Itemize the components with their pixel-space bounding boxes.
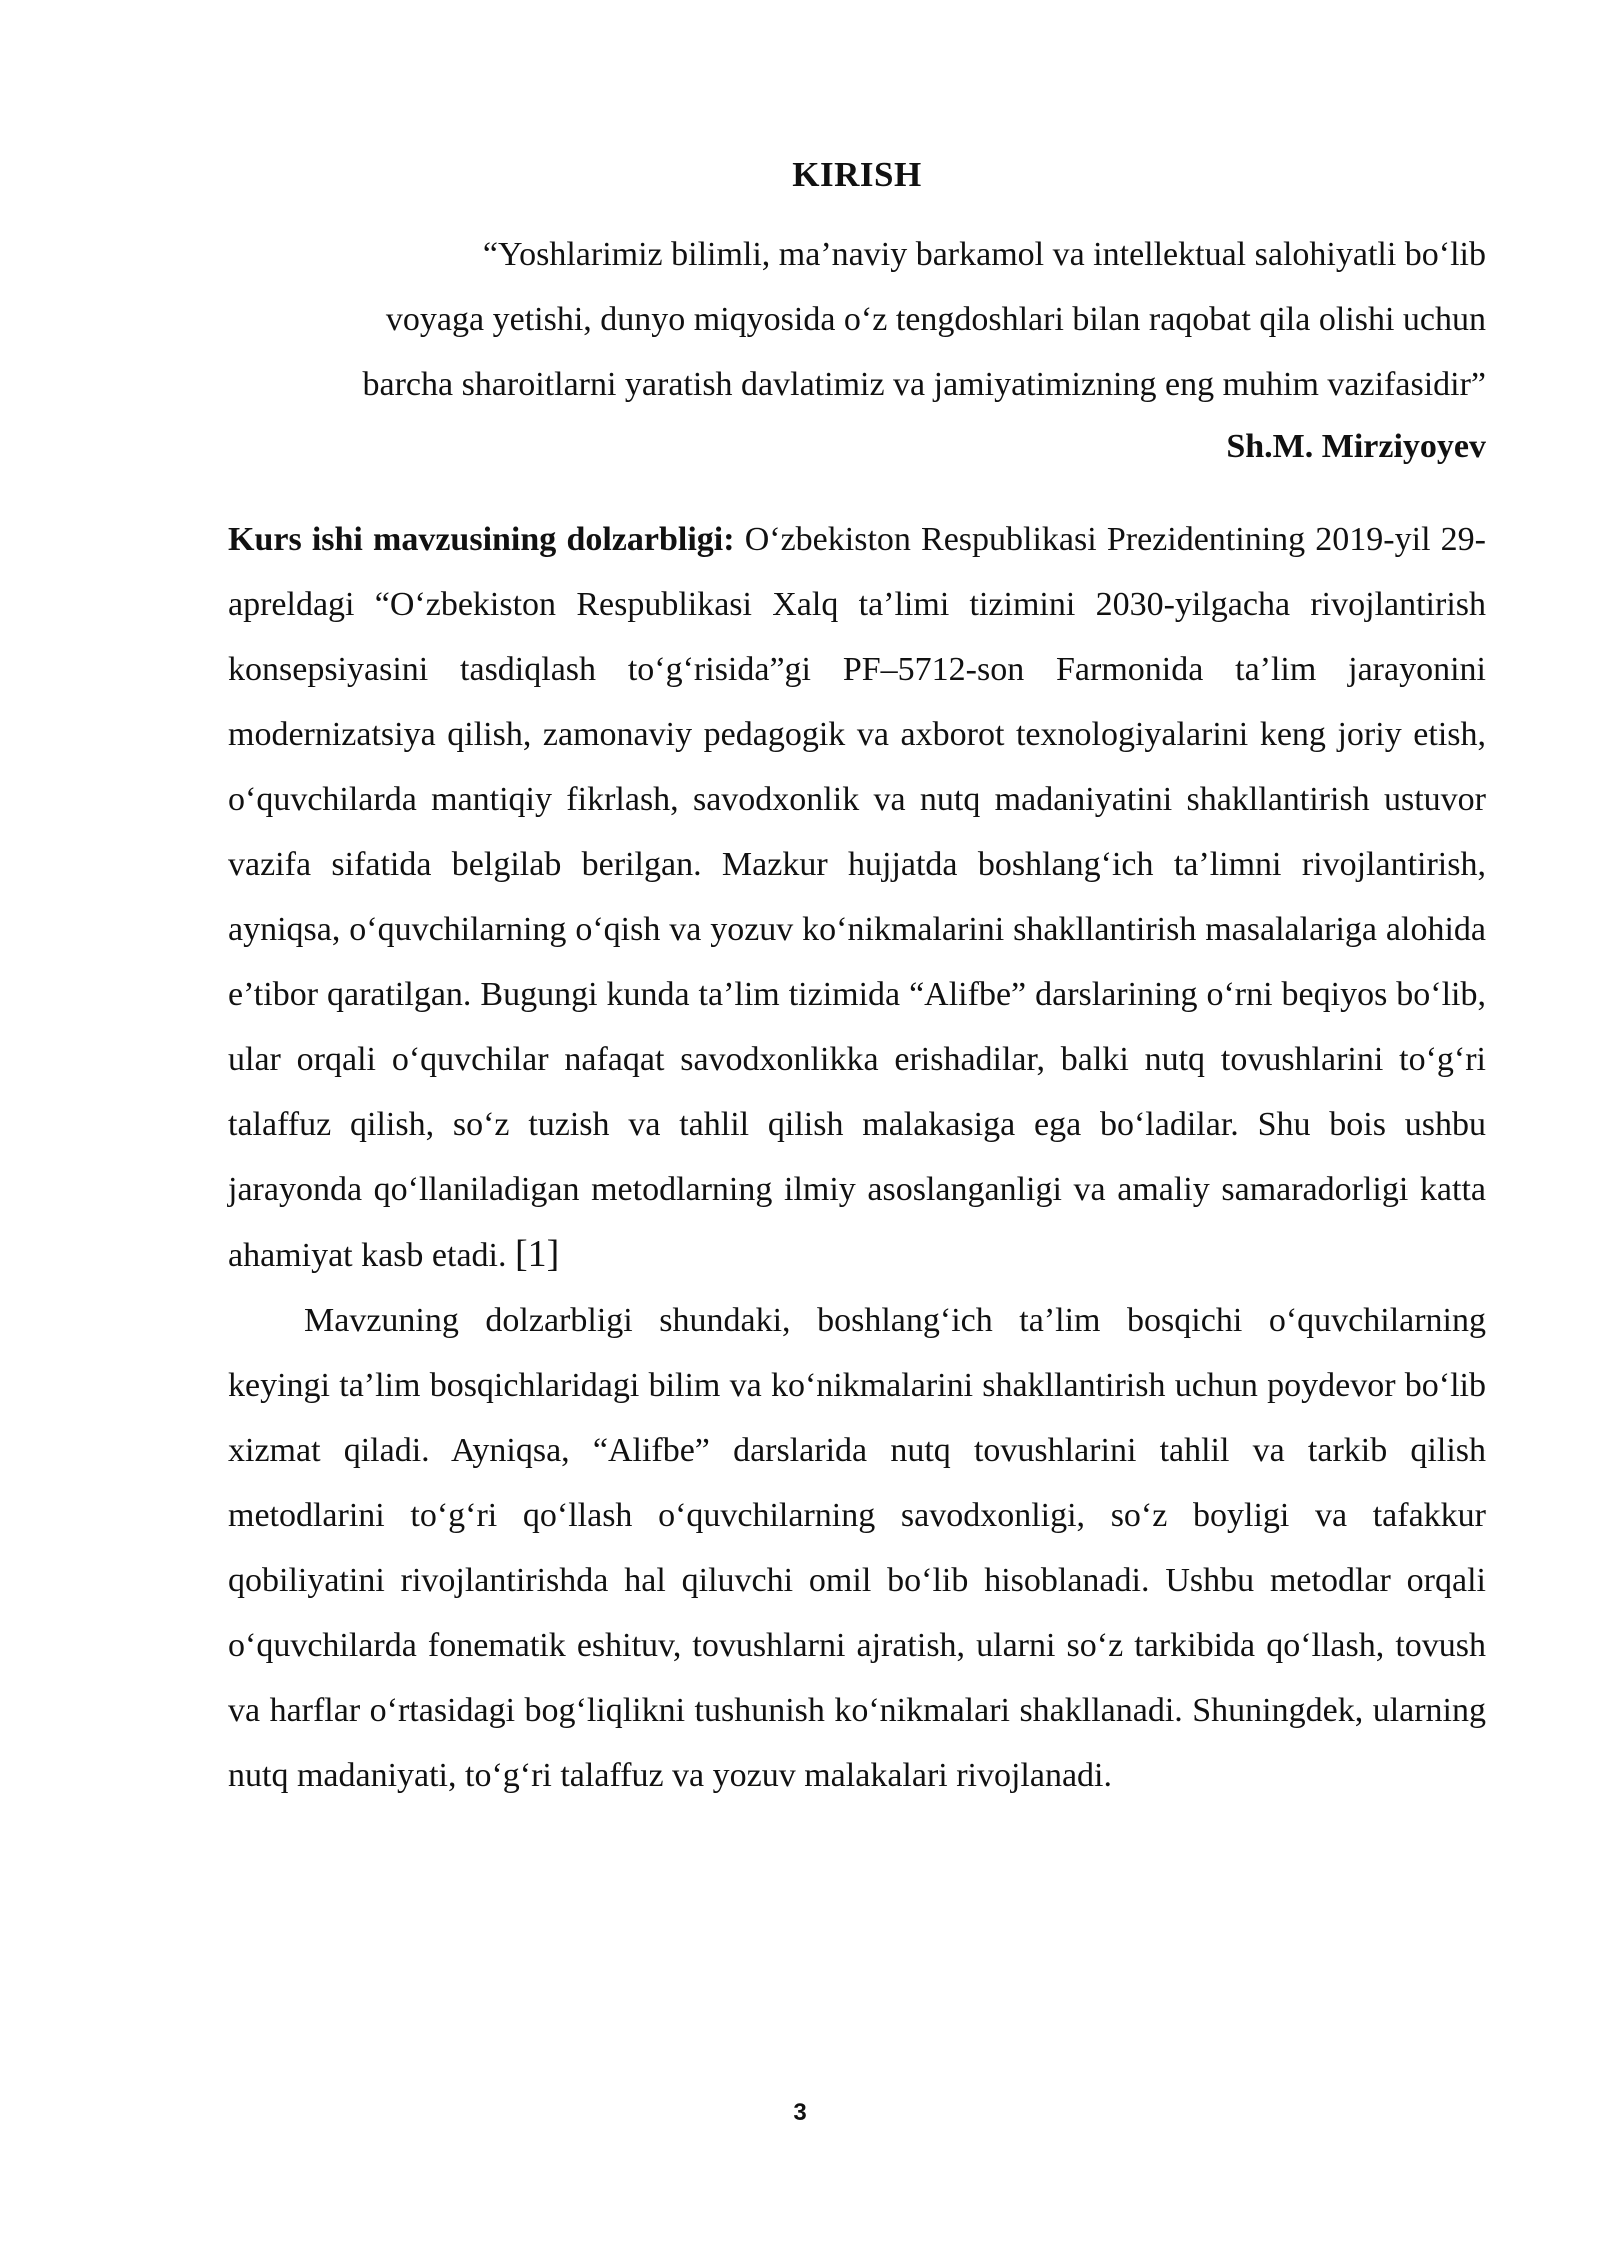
- epigraph-line: barcha sharoitlarni yaratish davlatimiz va jamiyatimizning eng muhim vazifasidir”: [362, 366, 1486, 403]
- paragraph-lead: Kurs ishi mavzusining dolzarbligi:: [228, 521, 735, 558]
- paragraph-topic-relevance: Mavzuning dolzarbligi shundaki, boshlang‘ich ta’lim bosqichi o‘quvchilarning keyingi ta’lim bosqichlaridagi bilim va ko‘nikmalarini shakllantirish uchun poydevor bo‘lib xizmat qiladi. Ayniqsa, “Alifbe” darslarida nutq tovushlarini tahlil va tarkib qilish metodlarini to‘g‘ri qo‘llash o‘quvchilarning savodxonligi, so‘z boyligi va tafakkur qobiliyatini rivojlantirishda hal qiluvchi omil bo‘lib hisoblanadi. Ushbu metodlar orqali o‘quvchilarda fonematik eshituv, tovushlarni ajratish, ularni so‘z tarkibida qo‘llash, tovush va harflar o‘rtasidagi bog‘liqlikni tushunish ko‘nikmalari shakllanadi. Shuningdek, ularning nutq madaniyati, to‘g‘ri talaffuz va yozuv malakalari rivojlanadi.: [228, 1302, 1486, 1794]
- document-page: [228, 150, 1486, 1808]
- epigraph: [228, 222, 1486, 477]
- paragraph-text: O‘zbekiston Respublikasi Prezidentining 2019-yil 29-apreldagi “O‘zbekiston Respublikasi Xalq ta’limi tizimini 2030-yilgacha rivojlantirish konsepsiyasini tasdiqlash to‘g‘risida”gi PF–5712-son Farmonida ta’lim jarayonini modernizatsiya qilish, zamonaviy pedagogik va axborot texnologiyalarini keng joriy etish, o‘quvchilarda mantiqiy fikrlash, savodxonlik va nutq madaniyatini shakllantirish ustuvor vazifa sifatida belgilab berilgan. Mazkur hujjatda boshlang‘ich ta’limni rivojlantirish, ayniqsa, o‘quvchilarning o‘qish va yozuv ko‘nikmalarini shakllantirish masalalariga alohida e’tibor qaratilgan. Bugungi kunda ta’lim tizimida “Alifbe” darslarining o‘rni beqiyos bo‘lib, ular orqali o‘quvchilar nafaqat savodxonlikka erishadilar, balki nutq tovushlarini to‘g‘ri talaffuz qilish, so‘z tuzish va tahlil qilish malakasiga ega bo‘ladilar. Shu bois ushbu jarayonda qo‘llaniladigan metodlarning ilmiy asoslanganligi va amaliy samaradorligi katta ahamiyat kasb etadi.: [228, 521, 1486, 1274]
- paragraph-relevance: [228, 507, 1486, 1288]
- epigraph-line: “Yoshlarimiz bilimli, ma’naviy barkamol va intellektual salohiyatli bo‘lib: [482, 236, 1486, 273]
- page-title: KIRISH: [792, 155, 922, 194]
- reference-marker: [1]: [515, 1233, 560, 1275]
- epigraph-author: Sh.M. Mirziyoyev: [1226, 428, 1486, 465]
- page-number: 3: [793, 2099, 807, 2126]
- epigraph-line: voyaga yetishi, dunyo miqyosida o‘z tengdoshlari bilan raqobat qila olishi uchun: [385, 301, 1486, 338]
